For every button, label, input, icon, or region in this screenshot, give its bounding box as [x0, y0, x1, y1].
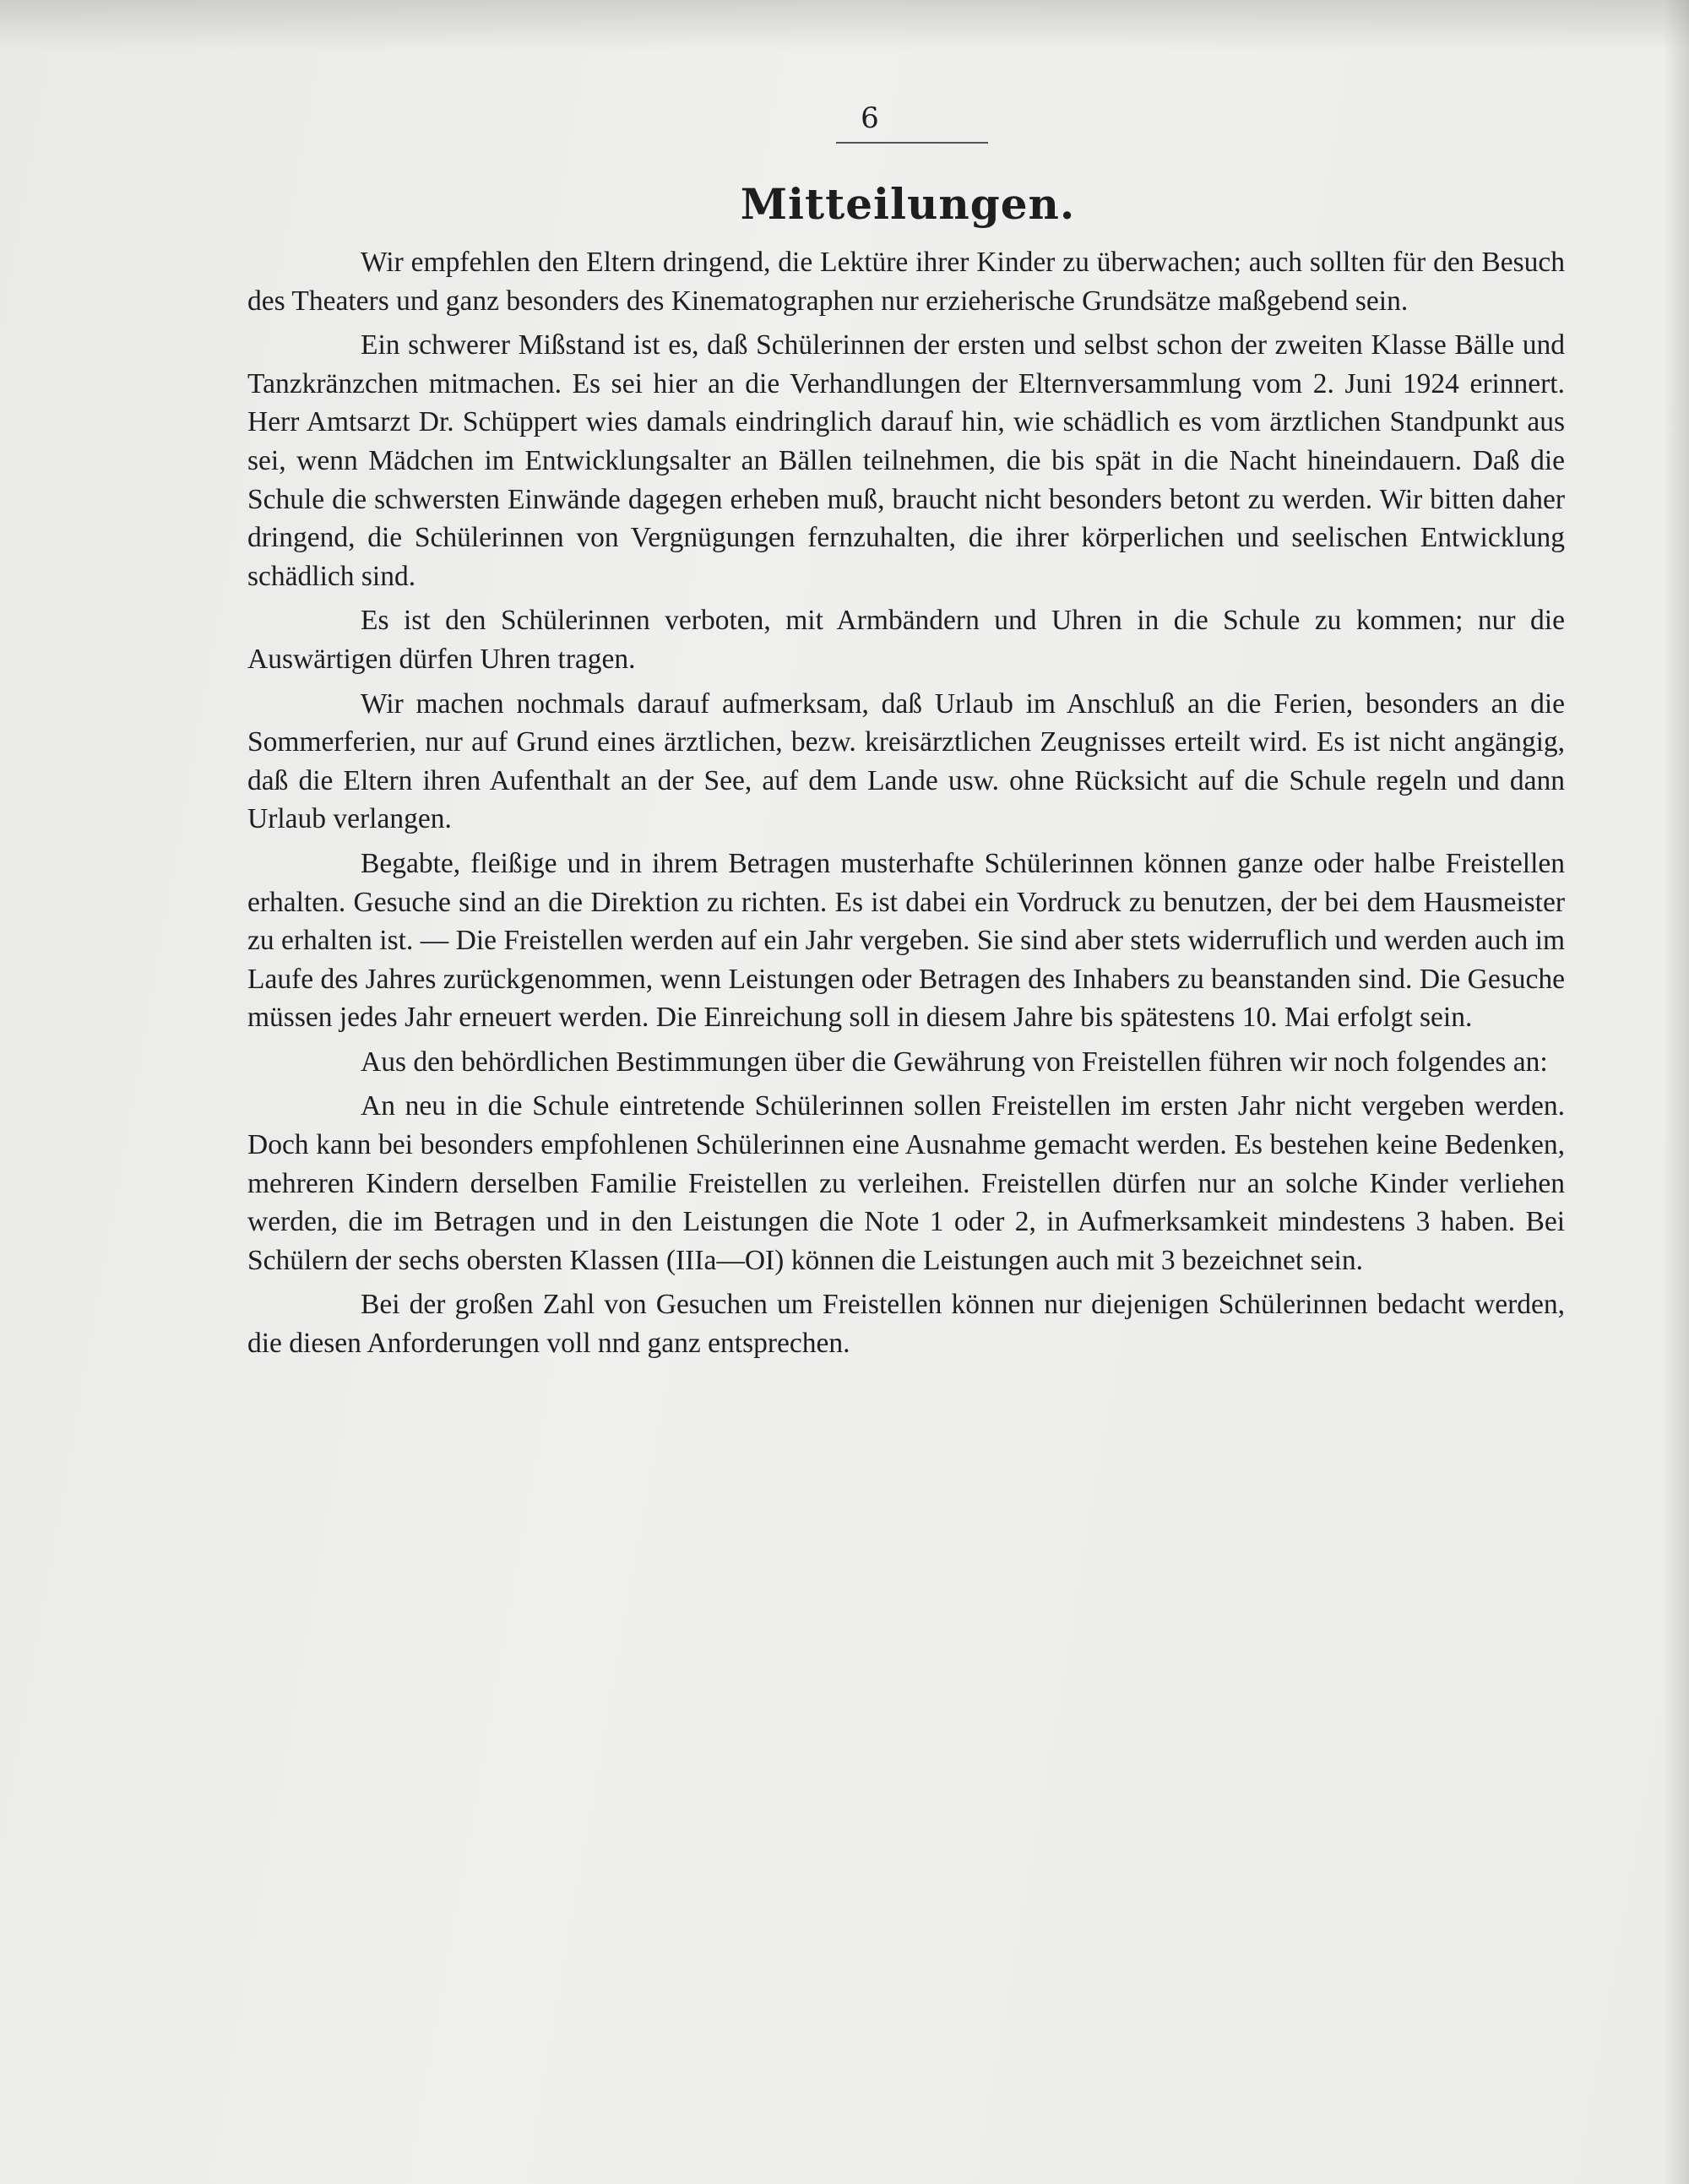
header-rule [836, 142, 988, 144]
paragraph-balls-warning: Ein schwerer Mißstand ist es, daß Schülerinnen der ersten und selbst schon der zweiten Klasse Bälle und Tanzkränzchen mitmachen. Es sei hier an die Verhandlungen der Elternversammlung vom 2. Juni 1924 erinnert. Herr Amtsarzt Dr. Schüppert wies damals eindringlich darauf hin, wie schädlich es vom ärztlichen Standpunkt aus sei, wenn Mädchen im Entwicklungsalter an Bällen teilnehmen, die bis spät in die Nacht hineindauern. Daß die Schule die schwersten Einwände dagegen erheben muß, braucht nicht besonders betont zu werden. Wir bitten daher dringend, die Schülerinnen von Vergnügungen fernzuhalten, die ihrer körperlichen und seelischen Entwicklung schädlich sind. [247, 329, 1565, 592]
paragraph-regulations: An neu in die Schule eintretende Schülerinnen sollen Freistellen im ersten Jahr nicht vergeben werden. Doch kann bei besonders empfohlenen Schülerinnen eine Ausnahme gemacht werden. Es bestehen keine Bedenken, mehreren Kindern derselben Familie Freistellen zu verleihen. Freistellen dürfen nur an solche Kinder verliehen werden, die im Betragen und in den Leistungen die Note 1 oder 2, in Aufmerksamkeit mindestens 3 haben. Bei Schülern der sechs obersten Klassen (IIIa—OI) können die Leistungen auch mit 3 bezeichnet sein. [247, 1090, 1565, 1276]
paragraph-closing: Bei der großen Zahl von Gesuchen um Freistellen können nur diejenigen Schülerinnen bedacht werden, die diesen Anforderungen voll nnd ganz entsprechen. [247, 1289, 1565, 1360]
paragraph-reading-advice: Wir empfehlen den Eltern dringend, die Lektüre ihrer Kinder zu überwachen; auch sollten für den Besuch des Theaters und ganz besonders des Kinematographen nur erzieherische Grundsätze maßgebend sein. [247, 247, 1565, 317]
page-top-shadow [0, 0, 1689, 51]
paragraph-scholarships: Begabte, fleißige und in ihrem Betragen musterhafte Schülerinnen können ganze oder halbe Freistellen erhalten. Gesuche sind an die Direktion zu richten. Es ist dabei ein Vordruck zu benutzen, der bei dem Hausmeister zu erhalten ist. — Die Freistellen werden auf ein Jahr vergeben. Sie sind aber stets widerruflich und werden auch im Laufe des Jahres zurückgenommen, wenn Leistungen oder Betragen des Inhabers zu beanstanden sind. Die Gesuche müssen jedes Jahr erneuert werden. Die Einreichung soll in diesem Jahre bis spätestens 10. Mai erfolgt sein. [247, 847, 1565, 1034]
paragraph-jewelry-rule: Es ist den Schülerinnen verboten, mit Armbändern und Uhren in die Schule zu kommen; nur die Auswärtigen dürfen Uhren tragen. [247, 605, 1565, 675]
paragraph-leave-rule: Wir machen nochmals darauf aufmerksam, daß Urlaub im Anschluß an die Ferien, besonders an die Sommerferien, nur auf Grund eines ärztlichen, bezw. kreisärztlichen Zeugnisses erteilt wird. Es ist nicht angängig, daß die Eltern ihren Aufenthalt an der See, auf dem Lande usw. ohne Rücksicht auf die Schule regeln und dann Urlaub verlangen. [247, 687, 1565, 835]
page-right-shadow [1664, 0, 1689, 2184]
paragraph-regulations-intro: Aus den behördlichen Bestimmungen über die Gewährung von Freistellen führen wir noch folgendes an: [361, 1046, 1548, 1078]
page-number: 6 [861, 101, 879, 135]
page-title: Mitteilungen. [740, 179, 1076, 229]
body-text [247, 243, 1565, 1369]
